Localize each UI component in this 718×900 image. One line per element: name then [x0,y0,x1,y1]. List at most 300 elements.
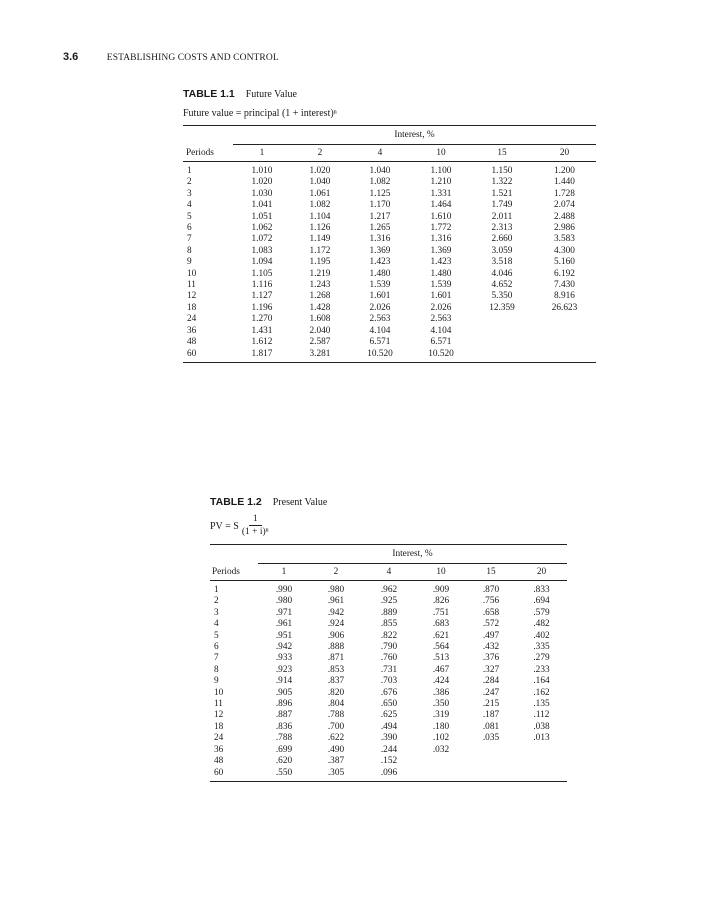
table-caption [183,84,596,102]
table-row [183,257,596,268]
table-row [183,326,596,337]
value-cell: 10.520 [411,349,471,363]
period-cell: 11 [214,699,223,710]
value-cell: 1.369 [369,245,391,256]
rate-header: 1 [258,564,310,581]
table-row [183,280,596,291]
value-cell: 8.916 [554,291,575,302]
value-cell: .961 [275,619,293,630]
table-row [183,314,596,325]
rate-header: 4 [349,145,411,162]
table-row [183,200,596,211]
period-cell: 10 [187,268,197,279]
value-cell: .962 [380,585,398,595]
value-cell: .951 [275,630,293,641]
value-cell: 1.195 [309,257,331,268]
period-cell: 3 [214,607,219,618]
value-cell: 1.217 [369,211,391,222]
value-cell: .804 [327,699,345,710]
value-cell: .032 [432,744,450,755]
value-cell: .013 [533,733,550,744]
value-cell: 2.026 [369,302,391,313]
period-cell: 4 [214,619,219,630]
value-cell: .162 [533,687,550,698]
value-cell: 1.150 [491,166,513,176]
value-cell: .853 [327,664,345,675]
future-value-table-block [183,84,596,363]
period-cell: 36 [187,325,197,336]
period-cell: 7 [214,653,219,664]
period-cell: 8 [214,664,219,675]
value-cell: 1.369 [430,245,452,256]
value-cell: 1.331 [430,188,452,199]
value-cell: .335 [533,642,550,653]
period-cell: 5 [214,630,219,641]
present-value-table [210,544,567,782]
table-row [210,688,567,699]
section-title: ESTABLISHING COSTS AND CONTROL [106,53,279,63]
value-cell: .215 [482,699,500,710]
value-cell: .914 [275,676,293,687]
table-row [183,234,596,245]
value-cell: 2.986 [554,223,575,234]
value-cell: 1.127 [251,291,273,302]
present-value-table-body [210,581,567,782]
formula-denominator: (1 + i)ⁿ [241,527,269,537]
table-row [183,349,596,363]
value-cell: .305 [310,768,362,782]
value-cell: 1.040 [309,177,331,188]
value-cell: 1.480 [430,268,452,279]
value-cell: .788 [327,710,345,721]
value-cell: 1.200 [554,166,575,176]
table-row [210,581,567,597]
period-cell: 48 [214,756,224,767]
value-cell: .820 [327,687,345,698]
value-cell: 1.020 [251,177,273,188]
value-cell: 1.196 [251,302,273,313]
value-cell: 1.423 [369,257,391,268]
value-cell: .152 [380,756,398,767]
page-header [63,51,279,63]
value-cell: .925 [380,596,398,607]
value-cell: .837 [327,676,345,687]
value-cell: .233 [533,664,550,675]
value-cell: .756 [482,596,500,607]
value-cell: 1.601 [430,291,452,302]
table-row [210,653,567,664]
value-cell: 2.587 [309,337,331,348]
rate-header: 4 [362,564,416,581]
value-cell: .896 [275,699,293,710]
value-cell: .906 [327,630,345,641]
value-cell: .694 [533,596,550,607]
value-cell: .905 [275,687,293,698]
value-cell: .081 [482,721,500,732]
present-value-table-block [210,492,567,782]
period-cell: 18 [214,721,224,732]
value-cell: .622 [327,733,345,744]
value-cell: .980 [275,596,293,607]
value-cell: .424 [432,676,450,687]
value-cell: 1.817 [233,349,291,363]
value-cell: 2.074 [554,200,575,211]
value-cell [533,337,596,348]
value-cell: .112 [533,710,550,721]
value-cell: .572 [482,619,500,630]
period-cell: 5 [187,211,192,222]
value-cell: 1.105 [251,268,273,279]
value-cell: 26.623 [551,302,578,313]
value-cell: 1.539 [430,280,452,291]
period-cell: 8 [187,245,192,256]
value-cell: 1.270 [251,314,273,325]
value-cell: .513 [432,653,450,664]
rate-header: 20 [533,145,596,162]
period-cell: 7 [187,234,192,245]
table-row [183,269,596,280]
value-cell: 2.011 [491,211,513,222]
value-cell: .887 [275,710,293,721]
value-cell: 2.040 [309,325,331,336]
value-cell: .327 [482,664,500,675]
value-cell: 1.464 [430,200,452,211]
period-cell: 1 [214,585,219,595]
value-cell: 1.243 [309,280,331,291]
value-cell: 12.359 [489,302,515,313]
value-cell: 2.026 [430,302,452,313]
table-row [210,733,567,744]
value-cell: .579 [533,607,550,618]
value-cell: 1.061 [309,188,331,199]
value-cell: .386 [432,687,450,698]
value-cell: 3.583 [554,234,575,245]
table-row [210,722,567,733]
value-cell: 1.062 [251,223,273,234]
value-cell: .432 [482,642,500,653]
table-row [210,665,567,676]
period-cell: 11 [187,280,196,291]
value-cell: 2.660 [491,234,513,245]
value-cell: 1.322 [491,177,513,188]
period-cell: 18 [187,302,197,313]
value-cell [466,768,516,782]
period-cell: 10 [214,687,224,698]
value-cell: 1.020 [309,166,331,176]
value-cell: .942 [275,642,293,653]
value-cell: .482 [533,619,550,630]
value-cell [516,756,567,767]
value-cell: .790 [380,642,398,653]
value-cell: .942 [327,607,345,618]
period-cell: 3 [187,188,192,199]
value-cell: 1.539 [369,280,391,291]
value-cell: 1.149 [309,234,331,245]
value-cell [466,745,516,756]
value-cell: .494 [380,721,398,732]
value-cell: 1.428 [309,302,331,313]
period-cell: 4 [187,200,192,211]
period-cell: 9 [187,257,192,268]
value-cell: 5.160 [554,257,575,268]
value-cell: 2.563 [369,314,391,325]
value-cell: .350 [432,699,450,710]
value-cell: .889 [380,607,398,618]
value-cell: 4.104 [369,325,391,336]
value-cell: .621 [432,630,450,641]
value-cell [416,756,466,767]
value-cell: 1.125 [369,188,391,199]
value-cell [416,768,466,782]
period-cell: 2 [214,596,219,607]
value-cell: .180 [432,721,450,732]
value-cell: 1.316 [369,234,391,245]
value-cell: 1.100 [430,166,452,176]
value-cell: .625 [380,710,398,721]
future-value-table-body [183,162,596,363]
period-cell: 36 [214,744,224,755]
value-cell: 1.440 [554,177,575,188]
value-cell: .390 [380,733,398,744]
rate-header: 10 [416,564,466,581]
table-row [210,619,567,630]
value-cell: 1.480 [369,268,391,279]
value-cell: 2.313 [491,223,513,234]
value-cell: 6.192 [554,268,575,279]
value-cell: .760 [380,653,398,664]
table-caption [210,492,567,510]
value-cell: .038 [533,721,550,732]
value-cell: 1.072 [251,234,273,245]
value-cell: .836 [275,721,293,732]
value-cell: .888 [327,642,345,653]
value-cell [471,349,533,363]
table-title: Present Value [272,497,328,508]
value-cell: .658 [482,607,500,618]
table-row [210,642,567,653]
value-cell: .751 [432,607,450,618]
table-row [210,768,567,782]
value-cell: 6.571 [430,337,452,348]
value-cell [471,337,533,348]
value-cell: .924 [327,619,345,630]
value-cell: 4.104 [430,325,452,336]
formula-fraction [242,514,269,538]
value-cell: 1.170 [369,200,391,211]
value-cell: .247 [482,687,500,698]
value-cell: 1.612 [251,337,273,348]
value-cell: 1.772 [430,223,452,234]
value-cell: .703 [380,676,398,687]
value-cell: 1.051 [251,211,273,222]
value-cell: .550 [258,768,310,782]
value-cell: 1.030 [251,188,273,199]
value-cell: .731 [380,664,398,675]
value-cell: 1.083 [251,245,273,256]
table-row [183,291,596,302]
value-cell: .164 [533,676,550,687]
table-row [183,162,596,178]
rate-header: 10 [411,145,471,162]
value-cell: .676 [380,687,398,698]
value-cell: 1.265 [369,223,391,234]
period-cell: 48 [187,337,197,348]
value-cell: 1.749 [491,200,513,211]
table-row [210,596,567,607]
value-cell: .319 [432,710,450,721]
value-cell: 3.059 [491,245,513,256]
value-cell: .497 [482,630,500,641]
value-cell [466,756,516,767]
period-cell: 12 [214,710,224,721]
value-cell: 7.430 [554,280,575,291]
value-cell: 1.082 [309,200,331,211]
value-cell: 1.610 [430,211,452,222]
table-label: TABLE 1.2 [210,496,262,508]
value-cell: .871 [327,653,345,664]
value-cell: .933 [275,653,293,664]
value-cell: .279 [533,653,550,664]
value-cell [471,314,533,325]
interest-header: Interest, % [233,126,596,145]
value-cell: .980 [327,585,345,595]
value-cell [533,349,596,363]
table-row [183,189,596,200]
value-cell: 2.563 [430,314,452,325]
period-cell: 6 [214,642,219,653]
table-row [210,756,567,767]
value-cell: 5.350 [491,291,513,302]
periods-header: Periods [210,564,258,581]
value-cell: 1.126 [309,223,331,234]
table-row [183,303,596,314]
table-row [183,223,596,234]
value-cell: 4.652 [491,280,513,291]
value-cell: 1.423 [430,257,452,268]
value-cell: .096 [362,768,416,782]
value-cell: .788 [275,733,293,744]
value-cell: .244 [380,744,398,755]
table-row [210,608,567,619]
value-cell: .102 [432,733,450,744]
present-value-formula [210,514,567,538]
value-cell: .376 [482,653,500,664]
rate-header: 15 [471,145,533,162]
value-cell: .923 [275,664,293,675]
period-cell: 1 [187,166,192,176]
period-cell: 24 [187,314,197,325]
table-row [183,212,596,223]
value-cell: .909 [432,585,450,595]
period-cell: 24 [214,733,224,744]
value-cell: 1.094 [251,257,273,268]
table-label: TABLE 1.1 [183,88,235,100]
value-cell: 6.571 [369,337,391,348]
value-cell: 1.172 [309,245,331,256]
value-cell: 4.046 [491,268,513,279]
period-cell: 12 [187,291,197,302]
future-value-formula: Future value = principal (1 + interest)ⁿ [183,108,337,119]
value-cell: 1.116 [251,280,273,291]
value-cell: 1.082 [369,177,391,188]
value-cell: .284 [482,676,500,687]
value-cell: 2.488 [554,211,575,222]
value-cell: 1.040 [369,166,391,176]
value-cell: .402 [533,630,550,641]
period-cell: 60 [210,768,258,782]
rate-header: 1 [233,145,291,162]
value-cell [533,326,596,337]
value-cell: 1.608 [309,314,331,325]
table-row [210,710,567,721]
value-cell [516,745,567,756]
table-row [210,676,567,687]
table-row [183,246,596,257]
value-cell: .187 [482,710,500,721]
value-cell: .650 [380,699,398,710]
value-cell: 1.219 [309,268,331,279]
value-cell: 3.518 [491,257,513,268]
period-cell: 2 [187,177,192,188]
value-cell: .699 [275,744,293,755]
table-row [183,177,596,188]
value-cell [471,326,533,337]
value-cell: 1.010 [251,166,273,176]
period-cell: 60 [183,349,233,363]
value-cell: .035 [482,733,500,744]
value-cell: 1.521 [491,188,513,199]
value-cell: .826 [432,596,450,607]
value-cell: .490 [327,744,345,755]
period-cell: 9 [214,676,219,687]
value-cell: .564 [432,642,450,653]
table-title: Future Value [245,89,297,100]
value-cell: 1.316 [430,234,452,245]
value-cell: 1.041 [251,200,273,211]
value-cell: .990 [275,585,293,595]
value-cell: 1.268 [309,291,331,302]
value-cell: .467 [432,664,450,675]
interest-header: Interest, % [258,545,567,564]
table-row [210,699,567,710]
value-cell: .870 [482,585,500,595]
value-cell: 1.728 [554,188,575,199]
rate-header: 20 [516,564,567,581]
rate-header: 2 [310,564,362,581]
section-number: 3.6 [63,51,79,63]
value-cell: .683 [432,619,450,630]
value-cell: 3.281 [291,349,349,363]
value-cell: .971 [275,607,293,618]
value-cell: .833 [533,585,550,595]
value-cell: .387 [327,756,345,767]
value-cell: 10.520 [349,349,411,363]
table-row [183,337,596,348]
table-row [210,631,567,642]
value-cell: 4.300 [554,245,575,256]
table-row [210,745,567,756]
rate-header: 2 [291,145,349,162]
formula-numerator: 1 [249,514,262,526]
formula-lhs: PV = S [210,520,239,532]
value-cell [516,768,567,782]
value-cell: .855 [380,619,398,630]
value-cell: .822 [380,630,398,641]
value-cell: 1.210 [430,177,452,188]
value-cell: .961 [327,596,345,607]
value-cell: 1.104 [309,211,331,222]
value-cell: 1.431 [251,325,273,336]
